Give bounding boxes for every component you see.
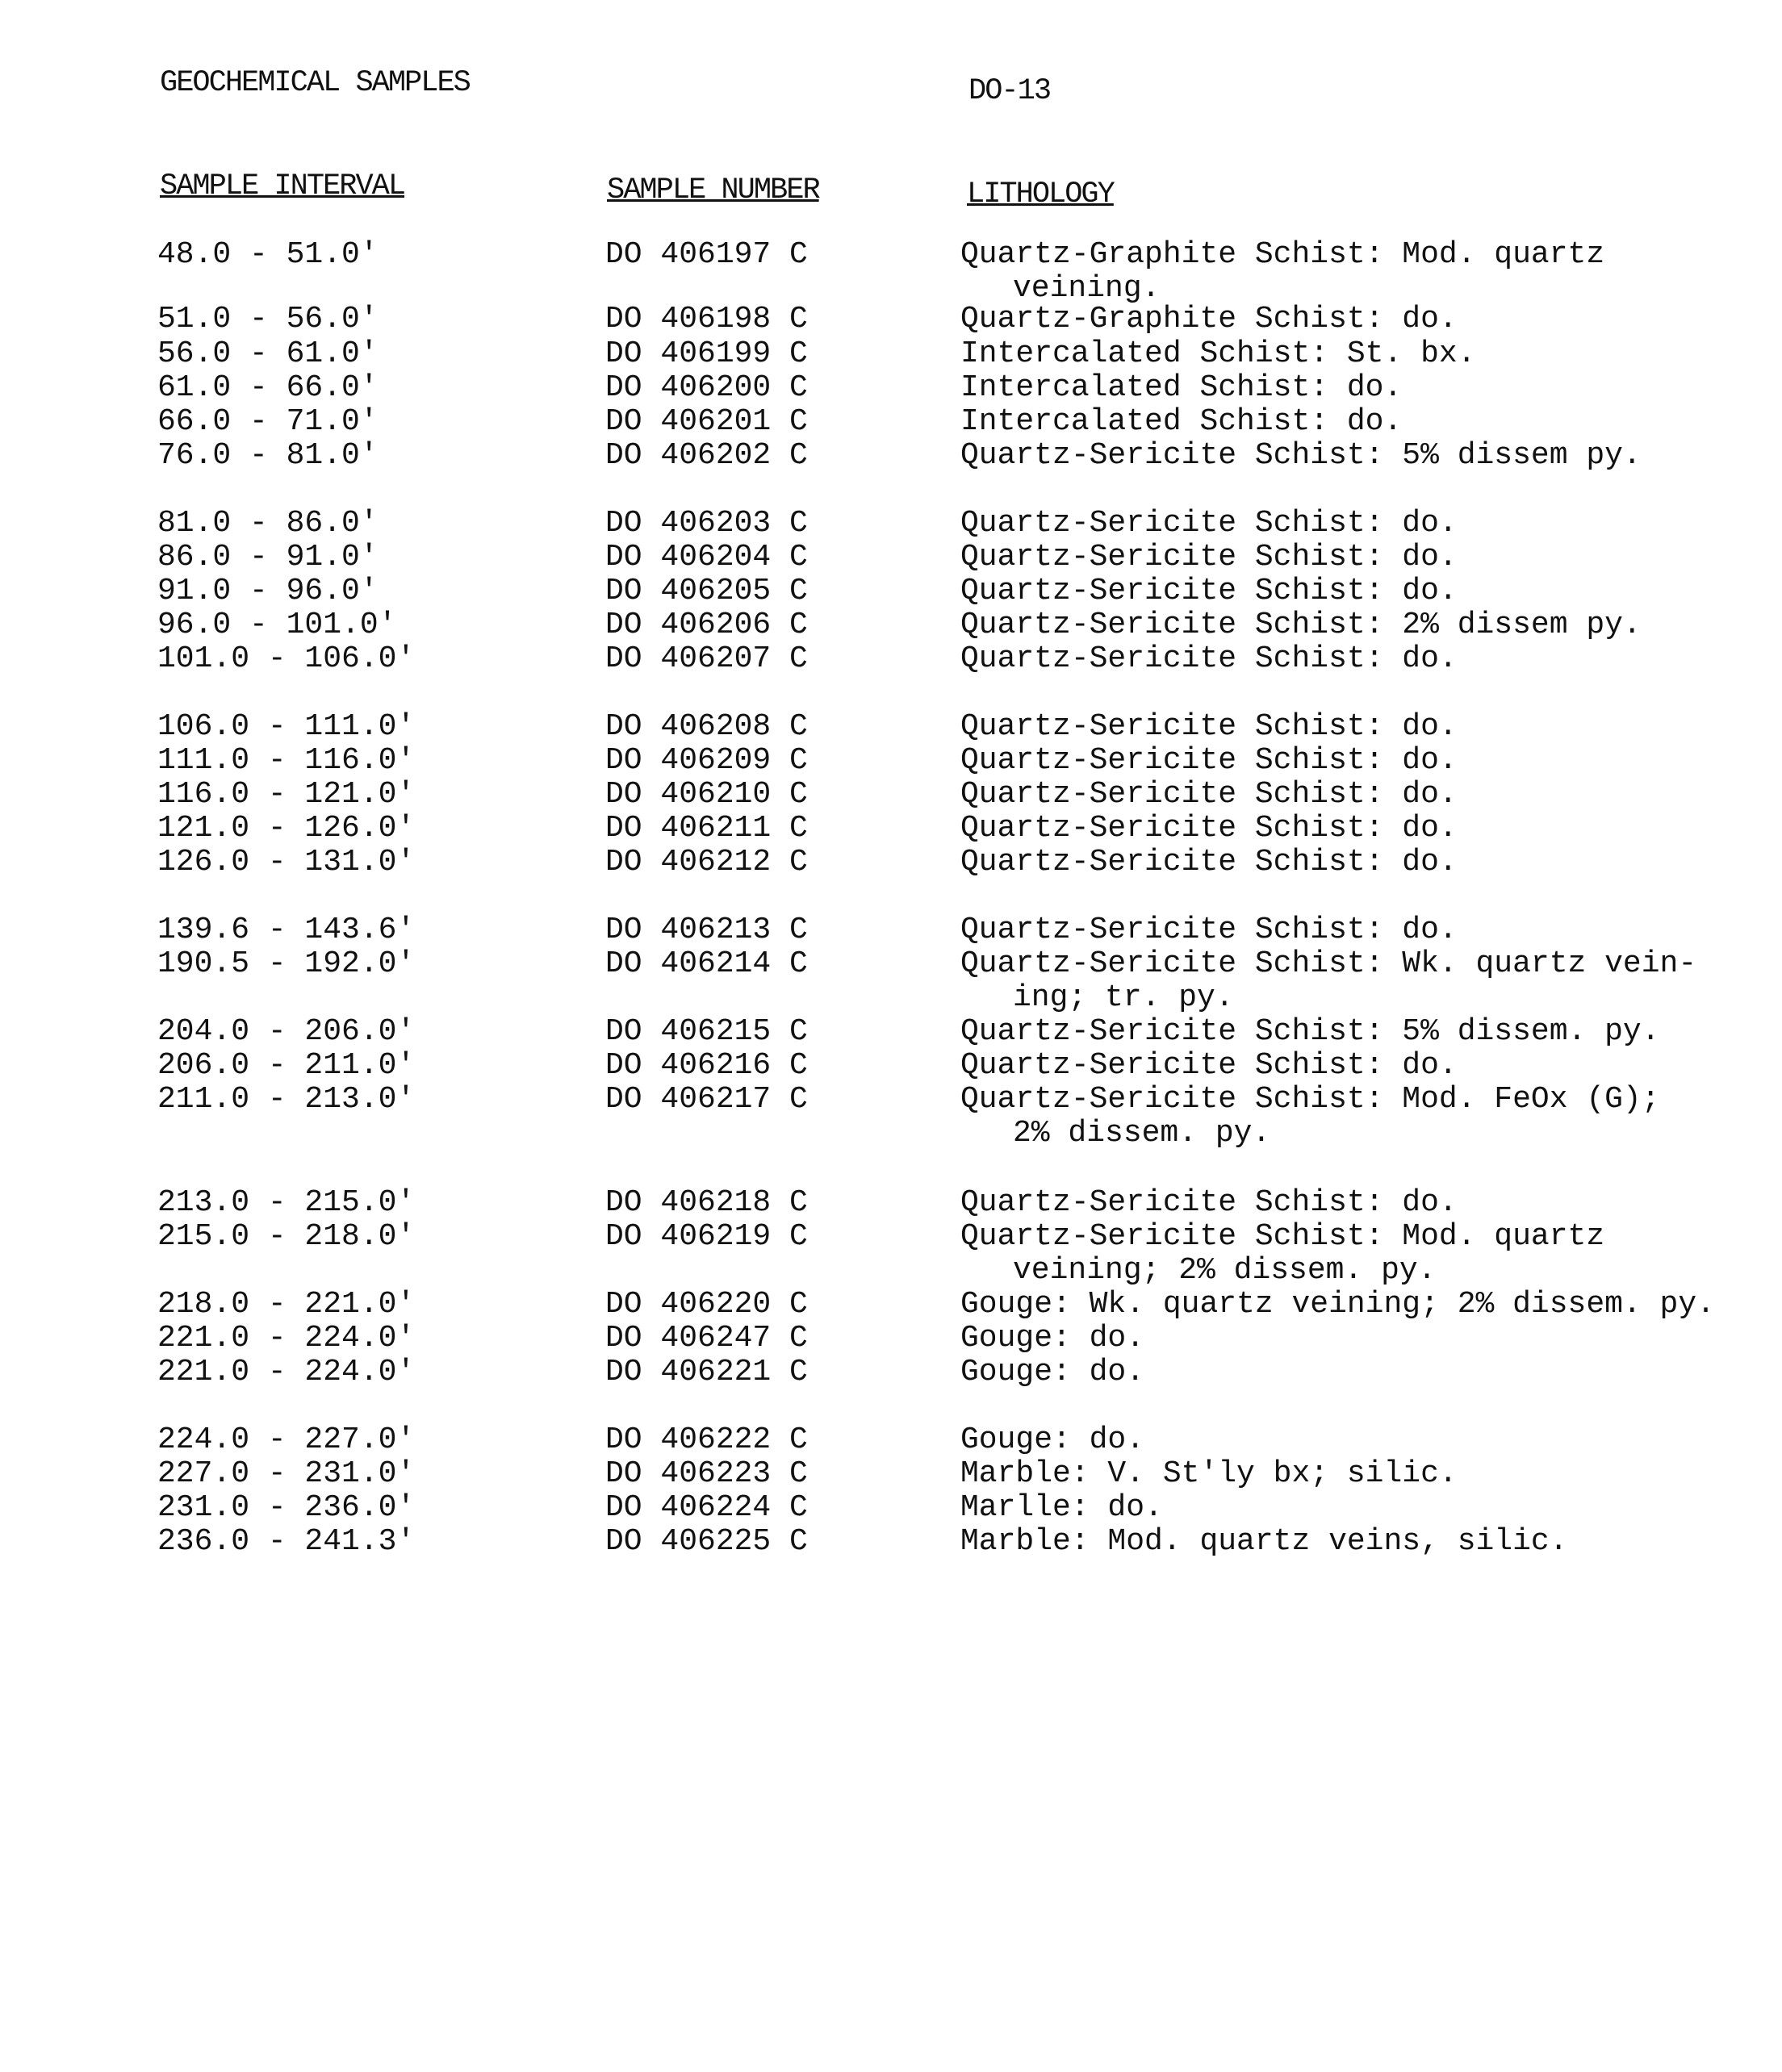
sample-number: DO 406221 C (605, 1355, 808, 1389)
table-row (0, 913, 1782, 946)
table-row (0, 778, 1782, 810)
column-header-interval: SAMPLE INTERVAL (160, 169, 405, 203)
sample-number: DO 406205 C (605, 574, 808, 608)
sample-interval: 48.0 - 51.0' (157, 237, 379, 272)
table-row (0, 1423, 1782, 1456)
sample-number: DO 406212 C (605, 845, 808, 879)
table-row (0, 1288, 1782, 1320)
lithology-description: Quartz-Graphite Schist: do. (960, 302, 1458, 336)
sample-interval: 81.0 - 86.0' (157, 506, 379, 541)
sample-number: DO 406210 C (605, 777, 808, 812)
table-row (0, 1356, 1782, 1388)
sample-number: DO 406220 C (605, 1287, 808, 1322)
lithology-continuation: 2% dissem. py. (1013, 1116, 1271, 1151)
table-row (0, 946, 1782, 1015)
table-row (0, 405, 1782, 437)
lithology-description: Quartz-Sericite Schist: Wk. quartz vein- (960, 946, 1697, 981)
lithology-description: Quartz-Sericite Schist: do. (960, 709, 1458, 744)
sample-number: DO 406199 C (605, 336, 808, 371)
table-row (0, 812, 1782, 844)
sample-number: DO 406198 C (605, 302, 808, 336)
column-header-lithology: LITHOLOGY (967, 178, 1114, 211)
sample-interval: 111.0 - 116.0' (157, 743, 416, 778)
sample-interval: 215.0 - 218.0' (157, 1219, 416, 1254)
table-row (0, 507, 1782, 539)
sample-interval: 211.0 - 213.0' (157, 1082, 416, 1117)
sample-number: DO 406217 C (605, 1082, 808, 1117)
table-row (0, 642, 1782, 675)
lithology-description: Quartz-Sericite Schist: Mod. quartz (960, 1219, 1605, 1254)
sample-interval: 86.0 - 91.0' (157, 540, 379, 574)
table-row (0, 1322, 1782, 1354)
table-row (0, 710, 1782, 742)
sample-number: DO 406223 C (605, 1456, 808, 1491)
lithology-continuation: veining. (1013, 271, 1161, 306)
lithology-description: Gouge: Wk. quartz veining; 2% dissem. py. (960, 1287, 1715, 1322)
sample-number: DO 406200 C (605, 370, 808, 405)
table-row (0, 608, 1782, 641)
sample-number: DO 406213 C (605, 913, 808, 947)
lithology-description: Quartz-Sericite Schist: 2% dissem py. (960, 608, 1642, 642)
sample-number: DO 406214 C (605, 946, 808, 981)
table-row (0, 846, 1782, 878)
lithology-continuation: ing; tr. py. (1013, 980, 1234, 1015)
sample-number: DO 406203 C (605, 506, 808, 541)
sample-interval: 91.0 - 96.0' (157, 574, 379, 608)
sample-interval: 221.0 - 224.0' (157, 1321, 416, 1356)
lithology-description: Quartz-Graphite Schist: Mod. quartz (960, 237, 1605, 272)
lithology-description: Intercalated Schist: do. (960, 370, 1403, 405)
sample-interval: 218.0 - 221.0' (157, 1287, 416, 1322)
lithology-description: Quartz-Sericite Schist: do. (960, 811, 1458, 846)
sample-interval: 56.0 - 61.0' (157, 336, 379, 371)
sample-interval: 66.0 - 71.0' (157, 404, 379, 439)
sample-interval: 51.0 - 56.0' (157, 302, 379, 336)
lithology-description: Quartz-Sericite Schist: do. (960, 540, 1458, 574)
sample-interval: 76.0 - 81.0' (157, 438, 379, 473)
sample-number: DO 406224 C (605, 1490, 808, 1525)
lithology-description: Quartz-Sericite Schist: 5% dissem py. (960, 438, 1642, 473)
lithology-description: Quartz-Sericite Schist: do. (960, 913, 1458, 947)
table-row (0, 541, 1782, 573)
table-row (0, 1525, 1782, 1557)
sample-number: DO 406225 C (605, 1524, 808, 1559)
sample-interval: 224.0 - 227.0' (157, 1422, 416, 1457)
lithology-description: Quartz-Sericite Schist: do. (960, 1185, 1458, 1220)
page-title: GEOCHEMICAL SAMPLES (160, 66, 470, 100)
sample-interval: 236.0 - 241.3' (157, 1524, 416, 1559)
sample-number: DO 406206 C (605, 608, 808, 642)
sample-interval: 190.5 - 192.0' (157, 946, 416, 981)
sample-interval: 206.0 - 211.0' (157, 1048, 416, 1083)
sample-number: DO 406218 C (605, 1185, 808, 1220)
sample-number: DO 406216 C (605, 1048, 808, 1083)
sample-number: DO 406222 C (605, 1422, 808, 1457)
sample-interval: 139.6 - 143.6' (157, 913, 416, 947)
table-row (0, 1015, 1782, 1047)
table-row (0, 574, 1782, 607)
table-row (0, 337, 1782, 370)
sample-number: DO 406201 C (605, 404, 808, 439)
table-row (0, 303, 1782, 335)
lithology-description: Marble: Mod. quartz veins, silic. (960, 1524, 1568, 1559)
sample-interval: 121.0 - 126.0' (157, 811, 416, 846)
table-row (0, 1082, 1782, 1151)
lithology-description: Marlle: do. (960, 1490, 1163, 1525)
lithology-continuation: veining; 2% dissem. py. (1013, 1253, 1437, 1288)
sample-interval: 126.0 - 131.0' (157, 845, 416, 879)
table-row (0, 439, 1782, 471)
sample-interval: 61.0 - 66.0' (157, 370, 379, 405)
document-id: DO-13 (968, 74, 1051, 108)
sample-number: DO 406211 C (605, 811, 808, 846)
sample-number: DO 406204 C (605, 540, 808, 574)
table-row (0, 1049, 1782, 1081)
sample-interval: 101.0 - 106.0' (157, 641, 416, 676)
lithology-description: Quartz-Sericite Schist: do. (960, 641, 1458, 676)
sample-number: DO 406247 C (605, 1321, 808, 1356)
lithology-description: Quartz-Sericite Schist: Mod. FeOx (G); (960, 1082, 1660, 1117)
table-row (0, 371, 1782, 403)
lithology-description: Quartz-Sericite Schist: do. (960, 777, 1458, 812)
sample-interval: 204.0 - 206.0' (157, 1014, 416, 1049)
lithology-description: Gouge: do. (960, 1355, 1145, 1389)
table-row (0, 1186, 1782, 1218)
sample-number: DO 406207 C (605, 641, 808, 676)
sample-interval: 221.0 - 224.0' (157, 1355, 416, 1389)
sample-interval: 213.0 - 215.0' (157, 1185, 416, 1220)
lithology-description: Gouge: do. (960, 1321, 1145, 1356)
lithology-description: Quartz-Sericite Schist: do. (960, 574, 1458, 608)
lithology-description: Quartz-Sericite Schist: do. (960, 1048, 1458, 1083)
table-row (0, 1219, 1782, 1288)
lithology-description: Quartz-Sericite Schist: do. (960, 743, 1458, 778)
lithology-description: Marble: V. St'ly bx; silic. (960, 1456, 1458, 1491)
sample-number: DO 406219 C (605, 1219, 808, 1254)
table-row (0, 1457, 1782, 1489)
lithology-description: Intercalated Schist: do. (960, 404, 1403, 439)
sample-number: DO 406209 C (605, 743, 808, 778)
table-row (0, 1491, 1782, 1523)
sample-number: DO 406202 C (605, 438, 808, 473)
sample-number: DO 406208 C (605, 709, 808, 744)
sample-number: DO 406215 C (605, 1014, 808, 1049)
sample-number: DO 406197 C (605, 237, 808, 272)
sample-interval: 116.0 - 121.0' (157, 777, 416, 812)
table-row (0, 237, 1782, 306)
sample-interval: 96.0 - 101.0' (157, 608, 397, 642)
lithology-description: Gouge: do. (960, 1422, 1145, 1457)
column-header-number: SAMPLE NUMBER (607, 173, 819, 207)
table-row (0, 744, 1782, 776)
sample-interval: 227.0 - 231.0' (157, 1456, 416, 1491)
lithology-description: Quartz-Sericite Schist: do. (960, 845, 1458, 879)
sample-interval: 231.0 - 236.0' (157, 1490, 416, 1525)
lithology-description: Quartz-Sericite Schist: 5% dissem. py. (960, 1014, 1660, 1049)
lithology-description: Intercalated Schist: St. bx. (960, 336, 1476, 371)
lithology-description: Quartz-Sericite Schist: do. (960, 506, 1458, 541)
sample-interval: 106.0 - 111.0' (157, 709, 416, 744)
